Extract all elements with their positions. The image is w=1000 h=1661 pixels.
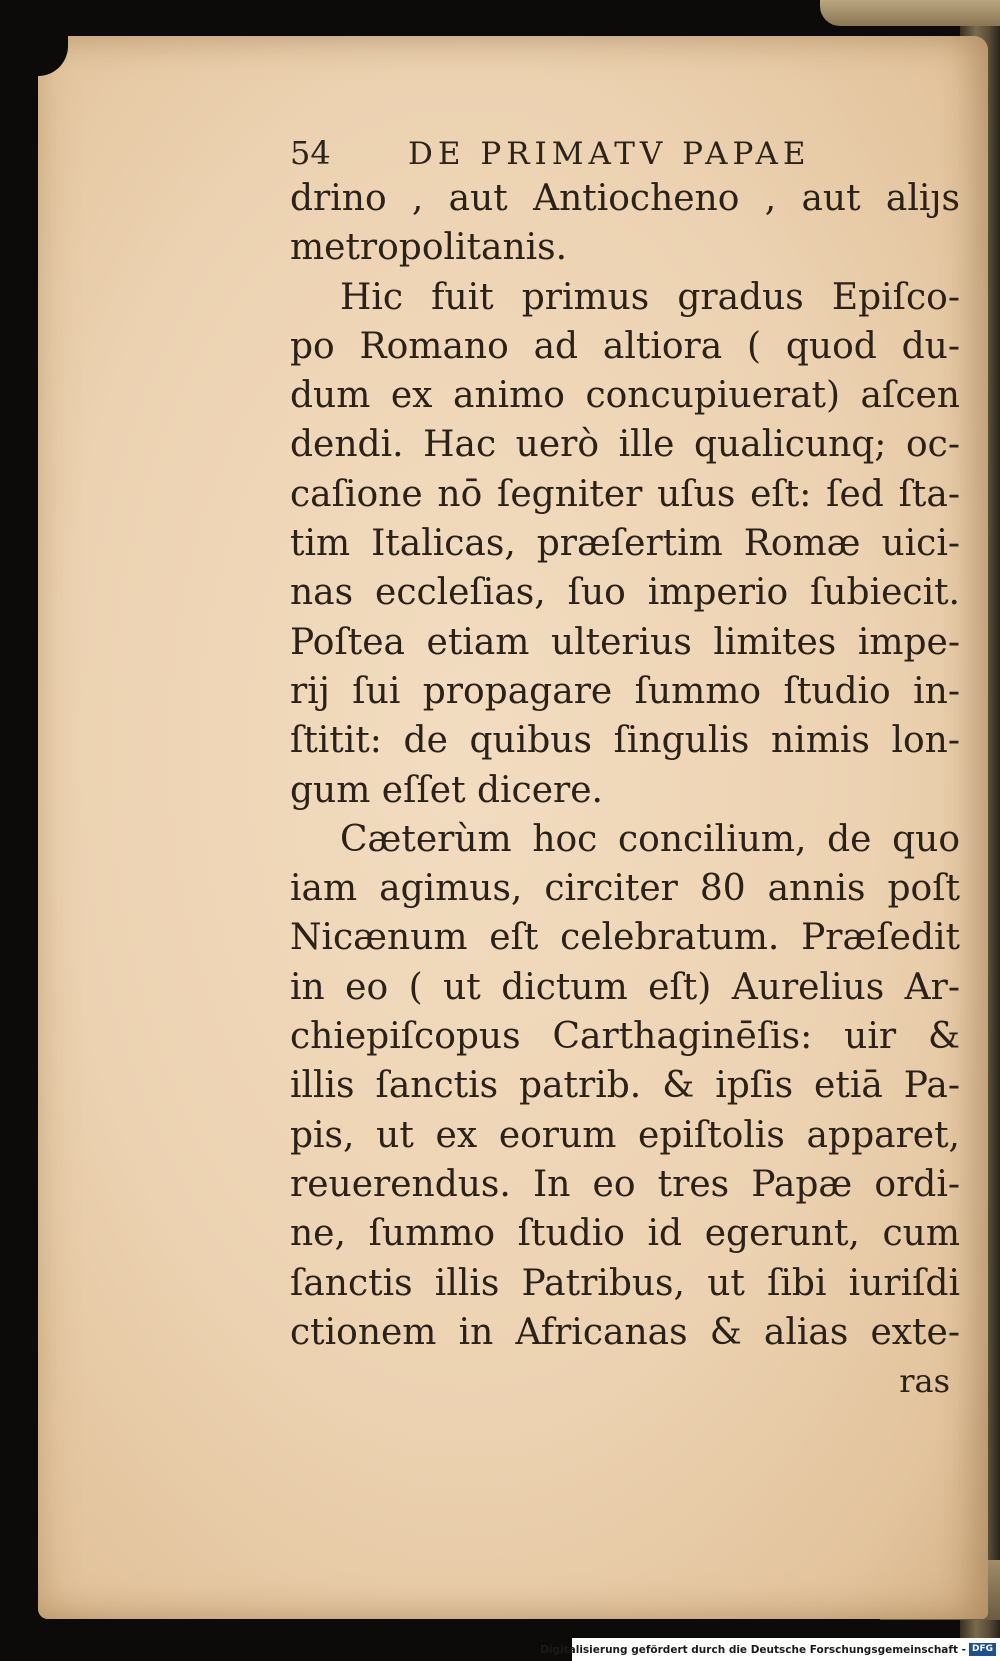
- text-line-8: tim Italicas, præſertim Romæ uici-: [290, 523, 960, 565]
- dfg-logo-icon: DFG: [969, 1643, 996, 1656]
- text-line-15: iam agimus, circiter 80 annis poſt: [290, 868, 960, 910]
- top-page-edge: [820, 0, 1000, 26]
- text-line-23: ſanctis illis Patribus, ut ſibi iuriſdi: [290, 1262, 960, 1304]
- text-line-3: Hic fuit primus gradus Epiſco-: [340, 276, 960, 318]
- page-number: 54: [290, 134, 331, 172]
- text-line-24: ctionem in Africanas & alias exte-: [290, 1311, 960, 1353]
- text-line-12: ſtitit: de quibus ſingulis nimis lon-: [290, 720, 960, 762]
- funding-credit: Digitalisierung gefördert durch die Deutsche Forschungsgemeinschaft -: [540, 1643, 966, 1656]
- text-line-7: caſione nō ſegniter uſus eſt: ſed ſta-: [290, 473, 960, 515]
- text-line-9: nas eccleſias, ſuo imperio ſubiecit.: [290, 572, 960, 614]
- text-line-18: chiepiſcopus Carthaginēſis: uir &: [290, 1016, 960, 1058]
- text-line-2: metropolitanis.: [290, 227, 568, 269]
- text-line-21: reuerendus. In eo tres Papæ ordi-: [290, 1163, 960, 1205]
- digitization-footer: [540, 1638, 1000, 1661]
- text-line-5: dum ex animo concupiuerat) aſcen: [290, 375, 960, 417]
- text-line-13: gum eſſet dicere.: [290, 769, 603, 811]
- text-line-4: po Romano ad altiora ( quod du-: [290, 325, 960, 367]
- text-line-11: rij ſui propagare ſummo ſtudio in-: [290, 670, 960, 712]
- page-text-block: [290, 134, 960, 1406]
- text-line-14: Cæterùm hoc concilium, de quo: [340, 818, 960, 860]
- text-line-1: drino , aut Antiocheno , aut aliȷs: [290, 178, 960, 219]
- text-line-20: pis, ut ex eorum epiſtolis apparet,: [290, 1114, 960, 1156]
- text-line-17: in eo ( ut dictum eſt) Aurelius Ar-: [290, 966, 960, 1008]
- text-line-10: Poſtea etiam ulterius limites impe-: [290, 621, 960, 663]
- running-head-title: DE PRIMATV PAPAE: [408, 136, 811, 172]
- text-line-19: illis ſanctis patrib. & ipſis etiā Pa-: [290, 1065, 960, 1107]
- text-line-16: Nicænum eſt celebratum. Præſedit: [290, 917, 960, 959]
- text-line-6: dendi. Hac uerò ille qualicunq; oc-: [290, 424, 960, 466]
- text-line-22: ne, ſummo ſtudio id egerunt, cum: [290, 1213, 960, 1255]
- running-head: [290, 134, 960, 174]
- catchword: ras: [899, 1362, 950, 1401]
